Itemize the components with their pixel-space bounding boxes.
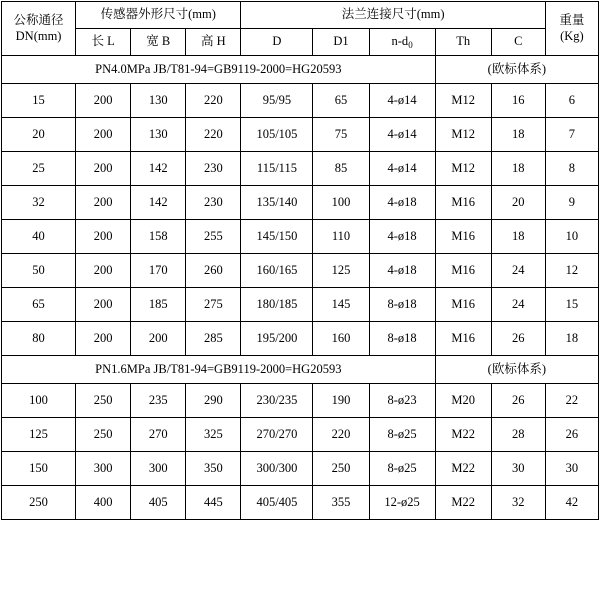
cell-length: 200 [76, 254, 131, 288]
cell-d: 195/200 [241, 322, 313, 356]
specification-table [1, 1, 599, 520]
header-group-flange: 法兰连接尺寸(mm) [241, 2, 545, 29]
table-row [2, 322, 599, 356]
cell-c: 26 [491, 384, 545, 418]
cell-d1: 145 [313, 288, 369, 322]
cell-d1: 85 [313, 152, 369, 186]
header-dn-unit: DN(mm) [15, 28, 62, 43]
cell-d1: 75 [313, 118, 369, 152]
cell-height: 230 [186, 152, 241, 186]
cell-width: 130 [131, 118, 186, 152]
cell-d: 405/405 [241, 486, 313, 520]
table-row [2, 418, 599, 452]
cell-nd0: 4-ø14 [369, 152, 435, 186]
header-group-sensor: 传感器外形尺寸(mm) [76, 2, 241, 29]
cell-width: 300 [131, 452, 186, 486]
cell-c: 32 [491, 486, 545, 520]
section-standard-note: (欧标体系) [435, 56, 598, 84]
cell-width: 235 [131, 384, 186, 418]
cell-length: 200 [76, 288, 131, 322]
cell-d1: 250 [313, 452, 369, 486]
cell-nd0: 4-ø18 [369, 220, 435, 254]
cell-height: 285 [186, 322, 241, 356]
cell-d: 160/165 [241, 254, 313, 288]
section-header-row [2, 56, 599, 84]
cell-th: M16 [435, 288, 491, 322]
cell-length: 250 [76, 418, 131, 452]
header-col-height: 高 H [186, 29, 241, 56]
cell-width: 170 [131, 254, 186, 288]
cell-length: 200 [76, 118, 131, 152]
cell-weight: 18 [545, 322, 598, 356]
cell-c: 24 [491, 254, 545, 288]
cell-th: M22 [435, 486, 491, 520]
cell-length: 200 [76, 152, 131, 186]
cell-nd0: 4-ø18 [369, 254, 435, 288]
table-row [2, 186, 599, 220]
cell-dn: 20 [2, 118, 76, 152]
section-header-row [2, 356, 599, 384]
cell-c: 18 [491, 220, 545, 254]
cell-height: 325 [186, 418, 241, 452]
cell-th: M16 [435, 322, 491, 356]
cell-weight: 10 [545, 220, 598, 254]
cell-dn: 80 [2, 322, 76, 356]
cell-th: M12 [435, 118, 491, 152]
cell-d1: 65 [313, 84, 369, 118]
cell-width: 142 [131, 152, 186, 186]
cell-d: 270/270 [241, 418, 313, 452]
cell-d1: 355 [313, 486, 369, 520]
cell-dn: 40 [2, 220, 76, 254]
section-standard-label: PN4.0MPa JB/T81-94=GB9119-2000=HG20593 [2, 56, 436, 84]
cell-height: 445 [186, 486, 241, 520]
cell-dn: 125 [2, 418, 76, 452]
cell-d1: 160 [313, 322, 369, 356]
cell-nd0: 8-ø18 [369, 288, 435, 322]
header-col-width: 宽 B [131, 29, 186, 56]
cell-height: 260 [186, 254, 241, 288]
cell-th: M16 [435, 254, 491, 288]
header-weight-unit: (Kg) [560, 28, 584, 43]
cell-nd0: 12-ø25 [369, 486, 435, 520]
cell-width: 130 [131, 84, 186, 118]
cell-height: 255 [186, 220, 241, 254]
header-weight-cell [545, 2, 598, 56]
cell-weight: 30 [545, 452, 598, 486]
cell-nd0: 4-ø14 [369, 118, 435, 152]
cell-weight: 9 [545, 186, 598, 220]
cell-c: 26 [491, 322, 545, 356]
cell-height: 275 [186, 288, 241, 322]
header-group-row [2, 2, 599, 29]
cell-width: 185 [131, 288, 186, 322]
cell-length: 200 [76, 84, 131, 118]
cell-weight: 26 [545, 418, 598, 452]
table-row [2, 254, 599, 288]
cell-th: M22 [435, 452, 491, 486]
cell-d: 115/115 [241, 152, 313, 186]
cell-th: M12 [435, 152, 491, 186]
cell-d: 135/140 [241, 186, 313, 220]
cell-width: 200 [131, 322, 186, 356]
cell-d: 300/300 [241, 452, 313, 486]
header-col-d1: D1 [313, 29, 369, 56]
cell-nd0: 4-ø14 [369, 84, 435, 118]
table-row [2, 384, 599, 418]
table-row [2, 486, 599, 520]
cell-width: 158 [131, 220, 186, 254]
header-col-nd0-subscript: 0 [408, 40, 413, 51]
cell-weight: 6 [545, 84, 598, 118]
cell-th: M20 [435, 384, 491, 418]
cell-height: 230 [186, 186, 241, 220]
cell-nd0: 8-ø25 [369, 452, 435, 486]
cell-d1: 190 [313, 384, 369, 418]
header-dn-title: 公称通径 [13, 12, 64, 27]
cell-weight: 42 [545, 486, 598, 520]
header-dn-cell [2, 2, 76, 56]
cell-dn: 150 [2, 452, 76, 486]
cell-height: 350 [186, 452, 241, 486]
table-row [2, 118, 599, 152]
cell-dn: 50 [2, 254, 76, 288]
cell-length: 200 [76, 322, 131, 356]
header-col-length: 长 L [76, 29, 131, 56]
section-standard-note: (欧标体系) [435, 356, 598, 384]
cell-d1: 110 [313, 220, 369, 254]
cell-dn: 100 [2, 384, 76, 418]
cell-d1: 125 [313, 254, 369, 288]
cell-width: 270 [131, 418, 186, 452]
table-row [2, 288, 599, 322]
cell-dn: 32 [2, 186, 76, 220]
header-col-d: D [241, 29, 313, 56]
cell-nd0: 8-ø18 [369, 322, 435, 356]
cell-height: 290 [186, 384, 241, 418]
table-row [2, 152, 599, 186]
cell-width: 142 [131, 186, 186, 220]
cell-d1: 220 [313, 418, 369, 452]
cell-width: 405 [131, 486, 186, 520]
cell-c: 20 [491, 186, 545, 220]
cell-height: 220 [186, 84, 241, 118]
cell-length: 200 [76, 186, 131, 220]
header-weight-title: 重量 [559, 12, 585, 27]
table-row [2, 84, 599, 118]
table-row [2, 452, 599, 486]
cell-nd0: 4-ø18 [369, 186, 435, 220]
table-body [2, 56, 599, 520]
cell-th: M16 [435, 186, 491, 220]
cell-d1: 100 [313, 186, 369, 220]
header-col-nd0-text: n-d [391, 34, 409, 49]
cell-weight: 12 [545, 254, 598, 288]
cell-weight: 15 [545, 288, 598, 322]
header-col-c: C [491, 29, 545, 56]
cell-th: M16 [435, 220, 491, 254]
cell-c: 18 [491, 118, 545, 152]
cell-length: 400 [76, 486, 131, 520]
cell-c: 18 [491, 152, 545, 186]
cell-d: 230/235 [241, 384, 313, 418]
cell-d: 105/105 [241, 118, 313, 152]
cell-th: M12 [435, 84, 491, 118]
cell-length: 200 [76, 220, 131, 254]
cell-d: 145/150 [241, 220, 313, 254]
cell-dn: 65 [2, 288, 76, 322]
cell-d: 180/185 [241, 288, 313, 322]
cell-dn: 15 [2, 84, 76, 118]
header-col-th: Th [435, 29, 491, 56]
cell-nd0: 8-ø23 [369, 384, 435, 418]
table-header [2, 2, 599, 56]
cell-height: 220 [186, 118, 241, 152]
cell-weight: 22 [545, 384, 598, 418]
cell-weight: 7 [545, 118, 598, 152]
cell-dn: 25 [2, 152, 76, 186]
header-sub-row [2, 29, 599, 56]
section-standard-label: PN1.6MPa JB/T81-94=GB9119-2000=HG20593 [2, 356, 436, 384]
cell-c: 16 [491, 84, 545, 118]
cell-d: 95/95 [241, 84, 313, 118]
cell-c: 24 [491, 288, 545, 322]
header-col-nd0 [369, 29, 435, 56]
cell-length: 300 [76, 452, 131, 486]
cell-c: 30 [491, 452, 545, 486]
cell-th: M22 [435, 418, 491, 452]
cell-nd0: 8-ø25 [369, 418, 435, 452]
cell-weight: 8 [545, 152, 598, 186]
cell-dn: 250 [2, 486, 76, 520]
table-row [2, 220, 599, 254]
cell-c: 28 [491, 418, 545, 452]
cell-length: 250 [76, 384, 131, 418]
